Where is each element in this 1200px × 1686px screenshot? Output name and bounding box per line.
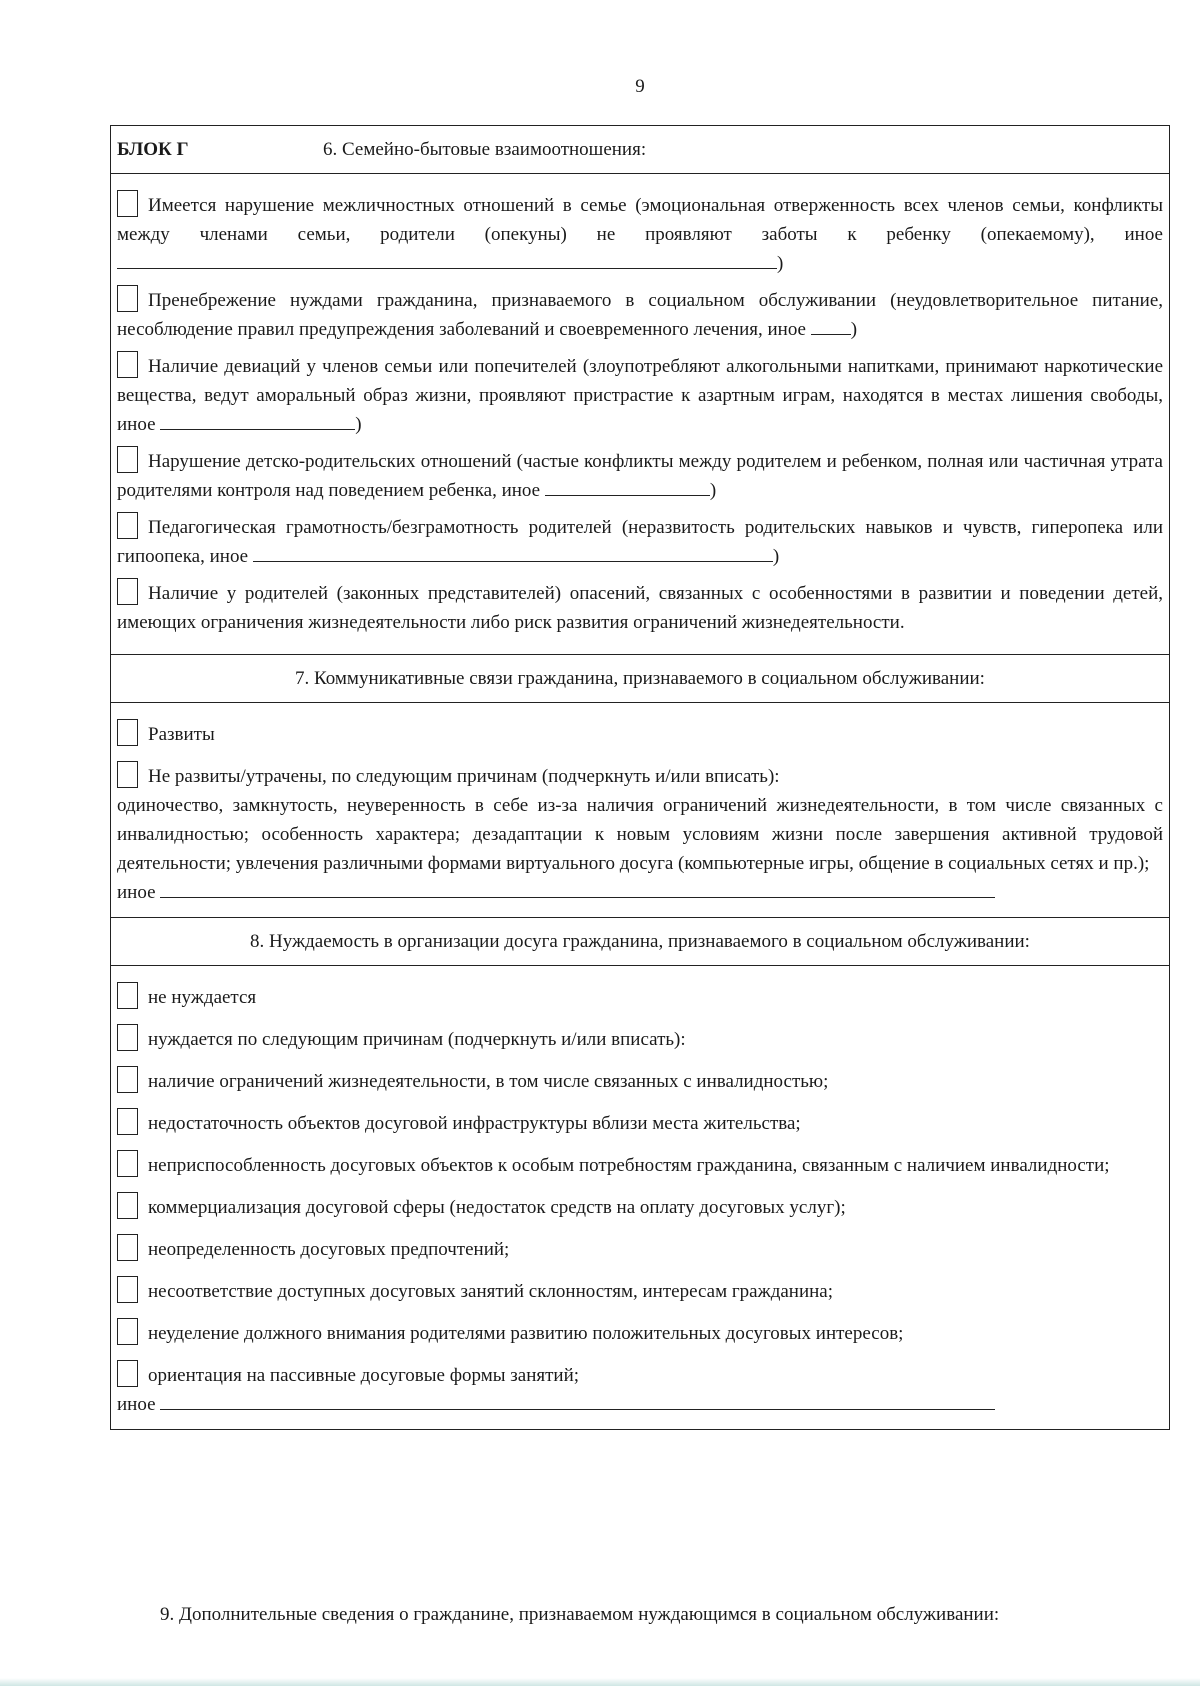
section6-item-1: Имеется нарушение межличностных отношений в семье (эмоциональная отверженность всех членов семьи, конфликты между членами семьи, родители (опекуны) не проявляют заботы к ребенку (опекаемому), иное ) [117, 190, 1163, 278]
section8-item: неприспособленность досуговых объектов к особым потребностям гражданина, связанным с наличием инвалидности; [117, 1150, 1163, 1180]
section6-item-6 [117, 578, 1163, 637]
section8-item: неуделение должного внимания родителями развитию положительных досуговых интересов; [117, 1318, 1163, 1348]
section8-item: не нуждается [117, 982, 1163, 1012]
fill-in-blank[interactable] [160, 411, 355, 430]
section9-title: 9. Дополнительные сведения о гражданине, признаваемом нуждающимся в социальном обслуживании: [160, 1604, 1000, 1625]
section8-item: недостаточность объектов досуговой инфраструктуры вблизи места жительства; [117, 1108, 1163, 1138]
section8-item: ориентация на пассивные досуговые формы занятий; [117, 1360, 1163, 1390]
block-header [111, 126, 1169, 174]
section6-title: 6. Семейно-бытовые взаимоотношения: [323, 138, 647, 160]
checkbox[interactable] [117, 1066, 138, 1093]
checkbox[interactable] [117, 446, 138, 473]
fill-in-blank[interactable] [811, 316, 851, 335]
item-text: Пренебрежение нуждами гражданина, признаваемого в социальном обслуживании (неудовлетворительное питание, несоблюдение правил предупреждения заболеваний и своевременного лечения, иное [117, 290, 1163, 340]
section6-item-2: Пренебрежение нуждами гражданина, признаваемого в социальном обслуживании (неудовлетворительное питание, несоблюдение правил предупреждения заболеваний и своевременного лечения, иное ) [117, 285, 1163, 344]
section8-item: несоответствие доступных досуговых занятий склонностям, интересам гражданина; [117, 1276, 1163, 1306]
section6-item-3: Наличие девиаций у членов семьи или попечителей (злоупотребляют алкогольными напитками, принимают наркотические вещества, ведут аморальный образ жизни, проявляют пристрастие к азартным играм, находятся в местах лишения свободы, иное ) [117, 351, 1163, 439]
page-number: 9 [635, 76, 645, 97]
section8-item: неопределенность досуговых предпочтений; [117, 1234, 1163, 1264]
checkbox[interactable] [117, 512, 138, 539]
item-text: Наличие девиаций у членов семьи или попечителей (злоупотребляют алкогольными напитками, принимают наркотические вещества, ведут аморальный образ жизни, проявляют пристрастие к азартным играм, находятся в местах лишения свободы, иное [117, 356, 1163, 435]
option-not-developed: Не развиты/утрачены, по следующим причинам (подчеркнуть и/или вписать): [117, 761, 1163, 791]
item-text: Педагогическая грамотность/безграмотность родителей (неразвитость родительских навыков и чувств, гиперопека или гипоопека, иное [117, 517, 1163, 567]
option-developed: Развиты [117, 719, 1163, 749]
section7-title: 7. Коммуникативные связи гражданина, признаваемого в социальном обслуживании: [111, 655, 1169, 703]
fill-in-blank[interactable] [117, 250, 777, 269]
checkbox[interactable] [117, 1318, 138, 1345]
item-text: Имеется нарушение межличностных отношений в семье (эмоциональная отверженность всех членов семьи, конфликты между членами семьи, родители (опекуны) не проявляют заботы к ребенку (опекаемому), иное [117, 195, 1163, 245]
checkbox[interactable] [117, 1024, 138, 1051]
section6-item-4: Нарушение детско-родительских отношений (частые конфликты между родителем и ребенком, полная или частичная утрата родителями контроля над поведением ребенка, иное ) [117, 446, 1163, 505]
section6-body [111, 174, 1169, 655]
checkbox[interactable] [117, 1108, 138, 1135]
checkbox[interactable] [117, 1234, 138, 1261]
checkbox[interactable] [117, 285, 138, 312]
form-table [110, 125, 1170, 1430]
section6-item-5: Педагогическая грамотность/безграмотность родителей (неразвитость родительских навыков и чувств, гиперопека или гипоопека, иное ) [117, 512, 1163, 571]
item-text: Наличие у родителей (законных представителей) опасений, связанных с особенностями в развитии и поведении детей, имеющих ограничения жизнедеятельности либо риск развития ограничений жизнедеятельности. [117, 583, 1163, 633]
other-line: иное [117, 1390, 1163, 1419]
item-text: Нарушение детско-родительских отношений (частые конфликты между родителем и ребенком, полная или частичная утрата родителями контроля над поведением ребенка, иное [117, 451, 1163, 501]
other-line: иное [117, 878, 1163, 907]
checkbox[interactable] [117, 1192, 138, 1219]
reasons-text: одиночество, замкнутость, неуверенность в себе из-за наличия ограничений жизнедеятельности, в том числе связанных с инвалидностью; особенность характера; дезадаптации к новым условиям жизни после завершения активной трудовой деятельности; увлечения различными формами виртуального досуга (компьютерные игры, общение в социальных сетях и пр.); [117, 795, 1163, 874]
checkbox[interactable] [117, 1276, 138, 1303]
checkbox[interactable] [117, 1360, 138, 1387]
fill-in-blank[interactable] [545, 477, 710, 496]
scan-edge [0, 1678, 1200, 1686]
fill-in-blank[interactable] [253, 543, 773, 562]
block-label: БЛОК Г [117, 138, 189, 160]
checkbox[interactable] [117, 578, 138, 605]
section8-body [111, 966, 1169, 1429]
section8-title: 8. Нуждаемость в организации досуга гражданина, признаваемого в социальном обслуживании: [111, 918, 1169, 966]
other-field[interactable] [160, 879, 995, 898]
checkbox[interactable] [117, 719, 138, 746]
section8-item: коммерциализация досуговой сферы (недостаток средств на оплату досуговых услуг); [117, 1192, 1163, 1222]
section8-item: наличие ограничений жизнедеятельности, в том числе связанных с инвалидностью; [117, 1066, 1163, 1096]
checkbox[interactable] [117, 190, 138, 217]
checkbox[interactable] [117, 1150, 138, 1177]
other-field[interactable] [160, 1391, 995, 1410]
checkbox[interactable] [117, 761, 138, 788]
checkbox[interactable] [117, 351, 138, 378]
section7-body [111, 703, 1169, 918]
checkbox[interactable] [117, 982, 138, 1009]
section8-item: нуждается по следующим причинам (подчеркнуть и/или вписать): [117, 1024, 1163, 1054]
